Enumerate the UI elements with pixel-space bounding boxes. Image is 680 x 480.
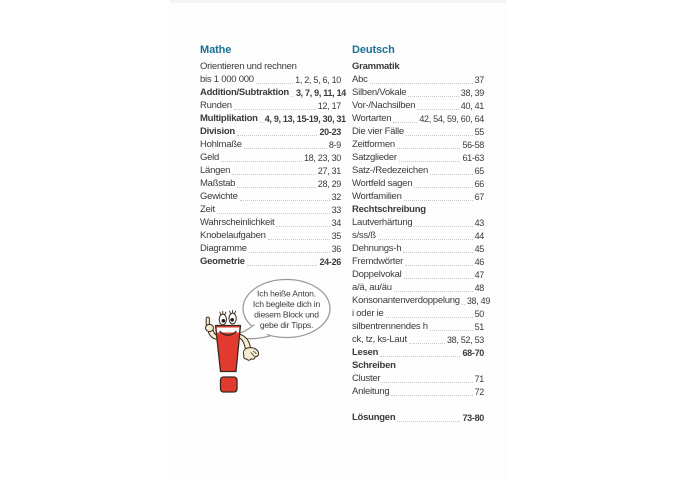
toc-entry-pages: 47 bbox=[474, 270, 484, 280]
toc-entry bbox=[200, 177, 341, 190]
toc-leader-dots bbox=[237, 187, 316, 188]
toc-entry-pages: 36 bbox=[331, 244, 341, 254]
toc-entry-pages: 45 bbox=[474, 244, 484, 254]
toc-leader-dots bbox=[414, 226, 472, 227]
toc-entry-label: ck, tz, ks-Laut bbox=[352, 334, 407, 345]
toc-entry-pages: 51 bbox=[474, 322, 484, 332]
toc-leader-dots bbox=[247, 265, 318, 266]
speech-line: Ich heiße Anton. bbox=[257, 288, 316, 299]
toc-entry-label: Rechtschreibung bbox=[352, 204, 426, 215]
toc-entry bbox=[352, 385, 484, 398]
toc-entry bbox=[200, 86, 346, 99]
toc-entry-pages: 28, 29 bbox=[317, 179, 341, 189]
toc-entry-pages: 32 bbox=[331, 192, 341, 202]
toc-entry-pages: 3, 7, 9, 11, 14 bbox=[295, 88, 346, 98]
toc-entry-label: Lautverhärtung bbox=[352, 217, 413, 228]
toc-entry-pages: 20-23 bbox=[319, 127, 341, 137]
toc-entry-label: Wortfamilien bbox=[352, 191, 402, 202]
toc-entry-label: Satzglieder bbox=[352, 152, 397, 163]
toc-entry-label: Konsonantenverdoppelung bbox=[352, 295, 460, 306]
toc-entry-pages: 34 bbox=[331, 218, 341, 228]
toc-entry bbox=[200, 229, 341, 242]
toc-leader-dots bbox=[237, 135, 318, 136]
toc-entry bbox=[352, 151, 484, 164]
toc-entry bbox=[352, 190, 484, 203]
speech-bubble bbox=[234, 280, 330, 339]
toc-leader-dots bbox=[399, 161, 461, 162]
toc-leader-dots bbox=[380, 356, 460, 357]
toc-entry bbox=[200, 216, 341, 229]
toc-entry-pages: 67 bbox=[474, 192, 484, 202]
toc-entry-pages: 61-63 bbox=[462, 153, 484, 163]
toc-entry bbox=[352, 307, 484, 320]
toc-entry bbox=[352, 346, 484, 359]
toc-entry-pages: 8-9 bbox=[328, 140, 341, 150]
toc-entry-pages: 35 bbox=[331, 231, 341, 241]
toc-entry bbox=[352, 99, 484, 112]
mascot-left-fist bbox=[206, 324, 214, 331]
toc-entry-label: Dehnungs-h bbox=[352, 243, 402, 254]
toc-entry-pages: 48 bbox=[474, 283, 484, 293]
toc-entry bbox=[352, 125, 484, 138]
toc-leader-dots bbox=[417, 109, 458, 110]
toc-entry-pages: 18, 23, 30 bbox=[303, 153, 341, 163]
toc-entry-pages: 71 bbox=[474, 374, 484, 384]
toc-entry bbox=[352, 138, 484, 151]
toc-leader-dots bbox=[240, 200, 330, 201]
mascot-anton bbox=[190, 272, 350, 397]
toc-entry-pages: 40, 41 bbox=[460, 101, 484, 111]
toc-entry-pages: 43 bbox=[474, 218, 484, 228]
toc-entry-label: Fremdwörter bbox=[352, 256, 404, 267]
toc-entry-label: Längen bbox=[200, 165, 231, 176]
speech-line: Ich begleite dich in bbox=[252, 299, 321, 309]
toc-leader-dots bbox=[386, 317, 473, 318]
toc-entry-label: Diagramme bbox=[200, 243, 247, 254]
toc-entry-pages: 1, 2, 5, 6, 10 bbox=[295, 75, 341, 85]
toc-entry bbox=[200, 164, 341, 177]
toc-entry bbox=[352, 359, 484, 372]
toc-entry-pages: 50 bbox=[474, 309, 484, 319]
toc-entry bbox=[352, 229, 484, 242]
toc-entry-label: Zeit bbox=[200, 204, 215, 215]
toc-leader-dots bbox=[256, 83, 293, 84]
toc-entry-label: Die vier Fälle bbox=[352, 126, 404, 137]
toc-entry-label: i oder ie bbox=[352, 308, 384, 319]
toc-entry bbox=[352, 320, 484, 333]
toc-entry-pages: 4, 9, 13, 15-19, 30, 31 bbox=[264, 114, 346, 124]
toc-entry bbox=[200, 190, 341, 203]
toc-rows-deutsch bbox=[352, 60, 491, 424]
toc-entry-label: Multiplikation bbox=[200, 113, 258, 124]
toc-entry bbox=[352, 294, 491, 307]
toc-leader-dots bbox=[409, 343, 445, 344]
speech-line: gebe dir Tipps. bbox=[259, 320, 314, 330]
toc-entry bbox=[200, 125, 341, 138]
toc-entry bbox=[200, 73, 341, 86]
toc-leader-dots bbox=[403, 252, 472, 253]
toc-entry-label: Maßstab bbox=[200, 178, 236, 189]
toc-entry-label: Grammatik bbox=[352, 61, 400, 72]
toc-entry-pages: 56-58 bbox=[462, 140, 484, 150]
toc-entry-pages: 33 bbox=[331, 205, 341, 215]
toc-entry bbox=[352, 203, 484, 216]
toc-entry-label: Wortfeld sagen bbox=[352, 178, 413, 189]
toc-leader-dots bbox=[244, 148, 327, 149]
toc-leader-dots bbox=[408, 96, 458, 97]
toc-entry-label: Orientieren und rechnen bbox=[200, 61, 297, 72]
toc-entry-pages: 72 bbox=[474, 387, 484, 397]
toc-entry-pages: 12, 17 bbox=[317, 101, 341, 111]
toc-entry-label: Abc bbox=[352, 74, 368, 85]
toc-entry-label: Division bbox=[200, 126, 235, 137]
toc-entry-label: bis 1 000 000 bbox=[200, 74, 254, 85]
toc-entry bbox=[200, 242, 341, 255]
toc-entry bbox=[352, 86, 484, 99]
toc-entry-pages: 38, 49 bbox=[466, 296, 491, 306]
toc-spacer bbox=[352, 398, 484, 411]
toc-entry bbox=[200, 151, 341, 164]
toc-leader-dots bbox=[276, 226, 329, 227]
toc-leader-dots bbox=[404, 278, 473, 279]
toc-entry-label: Geometrie bbox=[200, 256, 245, 267]
toc-entry-label: silbentrennendes h bbox=[352, 321, 428, 332]
toc-entry bbox=[200, 138, 341, 151]
toc-entry bbox=[352, 177, 484, 190]
toc-entry-label: a/ä, au/äu bbox=[352, 282, 392, 293]
toc-entry bbox=[200, 255, 341, 268]
toc-entry-label: Satz-/Redezeichen bbox=[352, 165, 429, 176]
toc-leader-dots bbox=[404, 200, 473, 201]
toc-entry-pages: 68-70 bbox=[462, 348, 484, 358]
toc-rows-mathe bbox=[200, 60, 346, 268]
toc-entry-label: Vor-/Nachsilben bbox=[352, 100, 416, 111]
toc-entry-label: Addition/Subtraktion bbox=[200, 87, 289, 98]
toc-entry-label: Wahrscheinlichkeit bbox=[200, 217, 275, 228]
toc-leader-dots bbox=[414, 187, 472, 188]
toc-leader-dots bbox=[397, 148, 461, 149]
toc-entry-label: Wortarten bbox=[352, 113, 392, 124]
toc-leader-dots bbox=[391, 395, 472, 396]
toc-leader-dots bbox=[249, 252, 330, 253]
toc-leader-dots bbox=[406, 135, 473, 136]
toc-entry-label: Knobelaufgaben bbox=[200, 230, 266, 241]
toc-entry-pages: 46 bbox=[474, 257, 484, 267]
toc-entry bbox=[352, 216, 484, 229]
toc-entry bbox=[352, 164, 484, 177]
toc-entry-pages: 24-26 bbox=[319, 257, 341, 267]
toc-entry-label: Anleitung bbox=[352, 386, 390, 397]
toc-entry bbox=[352, 411, 484, 424]
toc-leader-dots bbox=[217, 213, 330, 214]
toc-leader-dots bbox=[221, 161, 302, 162]
toc-entry bbox=[352, 281, 484, 294]
toc-entry-label: Lesen bbox=[352, 347, 379, 358]
toc-entry bbox=[352, 242, 484, 255]
toc-entry-label: Cluster bbox=[352, 373, 381, 384]
toc-entry-label: Schreiben bbox=[352, 360, 396, 371]
toc-entry-label: Runden bbox=[200, 100, 232, 111]
toc-entry-pages: 27, 31 bbox=[317, 166, 341, 176]
toc-entry-pages: 42, 54, 59, 60, 64 bbox=[419, 114, 484, 124]
mascot-eyes bbox=[219, 310, 236, 325]
mascot-dot bbox=[221, 377, 238, 392]
column-title-deutsch: Deutsch bbox=[352, 44, 395, 56]
toc-leader-dots bbox=[394, 291, 473, 292]
toc-leader-dots bbox=[378, 239, 473, 240]
toc-entry bbox=[352, 60, 484, 73]
toc-entry-pages: 38, 39 bbox=[460, 88, 484, 98]
toc-entry-label: Doppelvokal bbox=[352, 269, 402, 280]
toc-entry-label: Gewichte bbox=[200, 191, 238, 202]
toc-entry-pages: 37 bbox=[474, 75, 484, 85]
toc-leader-dots bbox=[462, 304, 465, 305]
toc-column-mathe bbox=[200, 44, 346, 268]
toc-entry bbox=[352, 112, 484, 125]
toc-entry-label: Lösungen bbox=[352, 412, 396, 423]
toc-leader-dots bbox=[430, 330, 473, 331]
toc-entry bbox=[352, 255, 484, 268]
toc-leader-dots bbox=[393, 122, 417, 123]
toc-leader-dots bbox=[370, 83, 473, 84]
toc-entry-pages: 38, 52, 53 bbox=[446, 335, 484, 345]
toc-entry-pages: 66 bbox=[474, 179, 484, 189]
toc-entry-label: s/ss/ß bbox=[352, 230, 376, 241]
toc-leader-dots bbox=[291, 96, 294, 97]
toc-leader-dots bbox=[382, 382, 472, 383]
toc-leader-dots bbox=[405, 265, 472, 266]
toc-entry-label: Silben/Vokale bbox=[352, 87, 407, 98]
toc-entry bbox=[352, 268, 484, 281]
toc-entry bbox=[352, 73, 484, 86]
toc-leader-dots bbox=[268, 239, 330, 240]
toc-leader-dots bbox=[430, 174, 473, 175]
toc-entry bbox=[200, 99, 341, 112]
speech-line: diesem Block und bbox=[254, 309, 319, 320]
column-title-mathe: Mathe bbox=[200, 44, 232, 56]
toc-entry bbox=[352, 333, 484, 346]
toc-entry-pages: 65 bbox=[474, 166, 484, 176]
toc-leader-dots bbox=[397, 421, 460, 422]
toc-column-deutsch bbox=[352, 44, 491, 424]
toc-leader-dots bbox=[232, 174, 316, 175]
toc-entry bbox=[200, 60, 341, 73]
toc-entry bbox=[352, 372, 484, 385]
toc-entry-label: Zeitformen bbox=[352, 139, 395, 150]
toc-leader-dots bbox=[234, 109, 316, 110]
toc-entry bbox=[200, 112, 346, 125]
toc-entry-pages: 73-80 bbox=[462, 413, 484, 423]
toc-entry bbox=[200, 203, 341, 216]
toc-entry-label: Geld bbox=[200, 152, 220, 163]
toc-entry-label: Hohlmaße bbox=[200, 139, 242, 150]
toc-entry-pages: 55 bbox=[474, 127, 484, 137]
toc-entry-pages: 44 bbox=[474, 231, 484, 241]
toc-leader-dots bbox=[260, 122, 263, 123]
